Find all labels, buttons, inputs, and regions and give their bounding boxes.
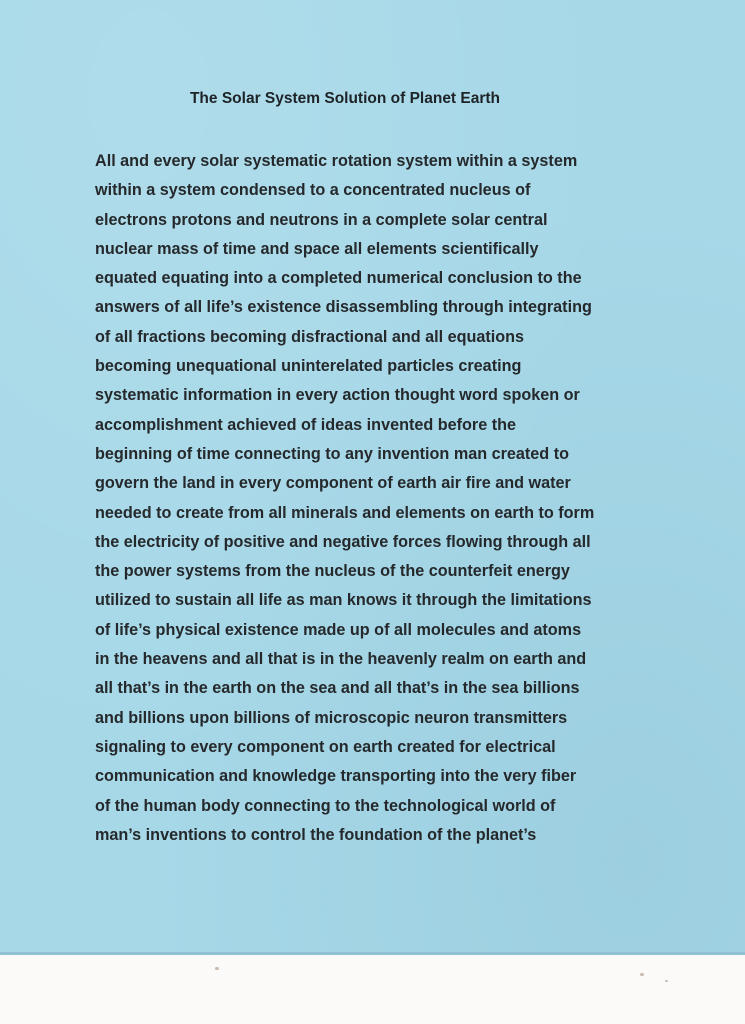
scan-background-strip — [0, 955, 745, 1024]
body-line: the power systems from the nucleus of the counterfeit energy — [95, 562, 570, 581]
body-line: in the heavens and all that is in the heavenly realm on earth and — [95, 650, 587, 669]
body-line: nuclear mass of time and space all elements scientifically — [95, 239, 539, 258]
body-line: electrons protons and neutrons in a complete solar central — [95, 210, 548, 229]
body-line: answers of all life’s existence disassembling through integrating — [95, 298, 592, 317]
body-line: All and every solar systematic rotation system within a system — [95, 152, 578, 170]
body-line: and billions upon billions of microscopic neuron transmitters — [95, 708, 568, 727]
body-line: equated equating into a completed numerical conclusion to the — [95, 269, 582, 288]
body-line: of the human body connecting to the technological world of — [95, 796, 556, 815]
body-line: beginning of time connecting to any invention man created to — [95, 444, 569, 463]
body-line: utilized to sustain all life as man knows it through the limitations — [95, 591, 592, 610]
dust-speck — [665, 980, 668, 982]
body-line: needed to create from all minerals and elements on earth to form — [95, 503, 595, 522]
body-line: becoming unequational uninterelated particles creating — [95, 357, 522, 376]
body-paragraph — [95, 147, 655, 850]
body-line: of all fractions becoming disfractional and all equations — [95, 327, 525, 346]
body-line: all that’s in the earth on the sea and all that’s in the sea billions — [95, 679, 580, 698]
dust-speck — [215, 967, 219, 970]
body-line: systematic information in every action thought word spoken or — [95, 386, 580, 405]
document-title: The Solar System Solution of Planet Earth — [189, 90, 501, 107]
body-line: communication and knowledge transporting into the very fiber — [95, 767, 577, 786]
body-line: within a system condensed to a concentrated nucleus of — [95, 181, 531, 200]
body-line: signaling to every component on earth created for electrical — [95, 737, 556, 756]
dust-speck — [640, 973, 644, 976]
body-line: accomplishment achieved of ideas invented before the — [95, 415, 516, 434]
body-line: man’s inventions to control the foundation of the planet’s — [95, 825, 537, 844]
body-line: the electricity of positive and negative forces flowing through all — [95, 532, 591, 551]
body-line: govern the land in every component of earth air fire and water — [95, 474, 571, 493]
body-line: of life’s physical existence made up of all molecules and atoms — [95, 620, 582, 639]
